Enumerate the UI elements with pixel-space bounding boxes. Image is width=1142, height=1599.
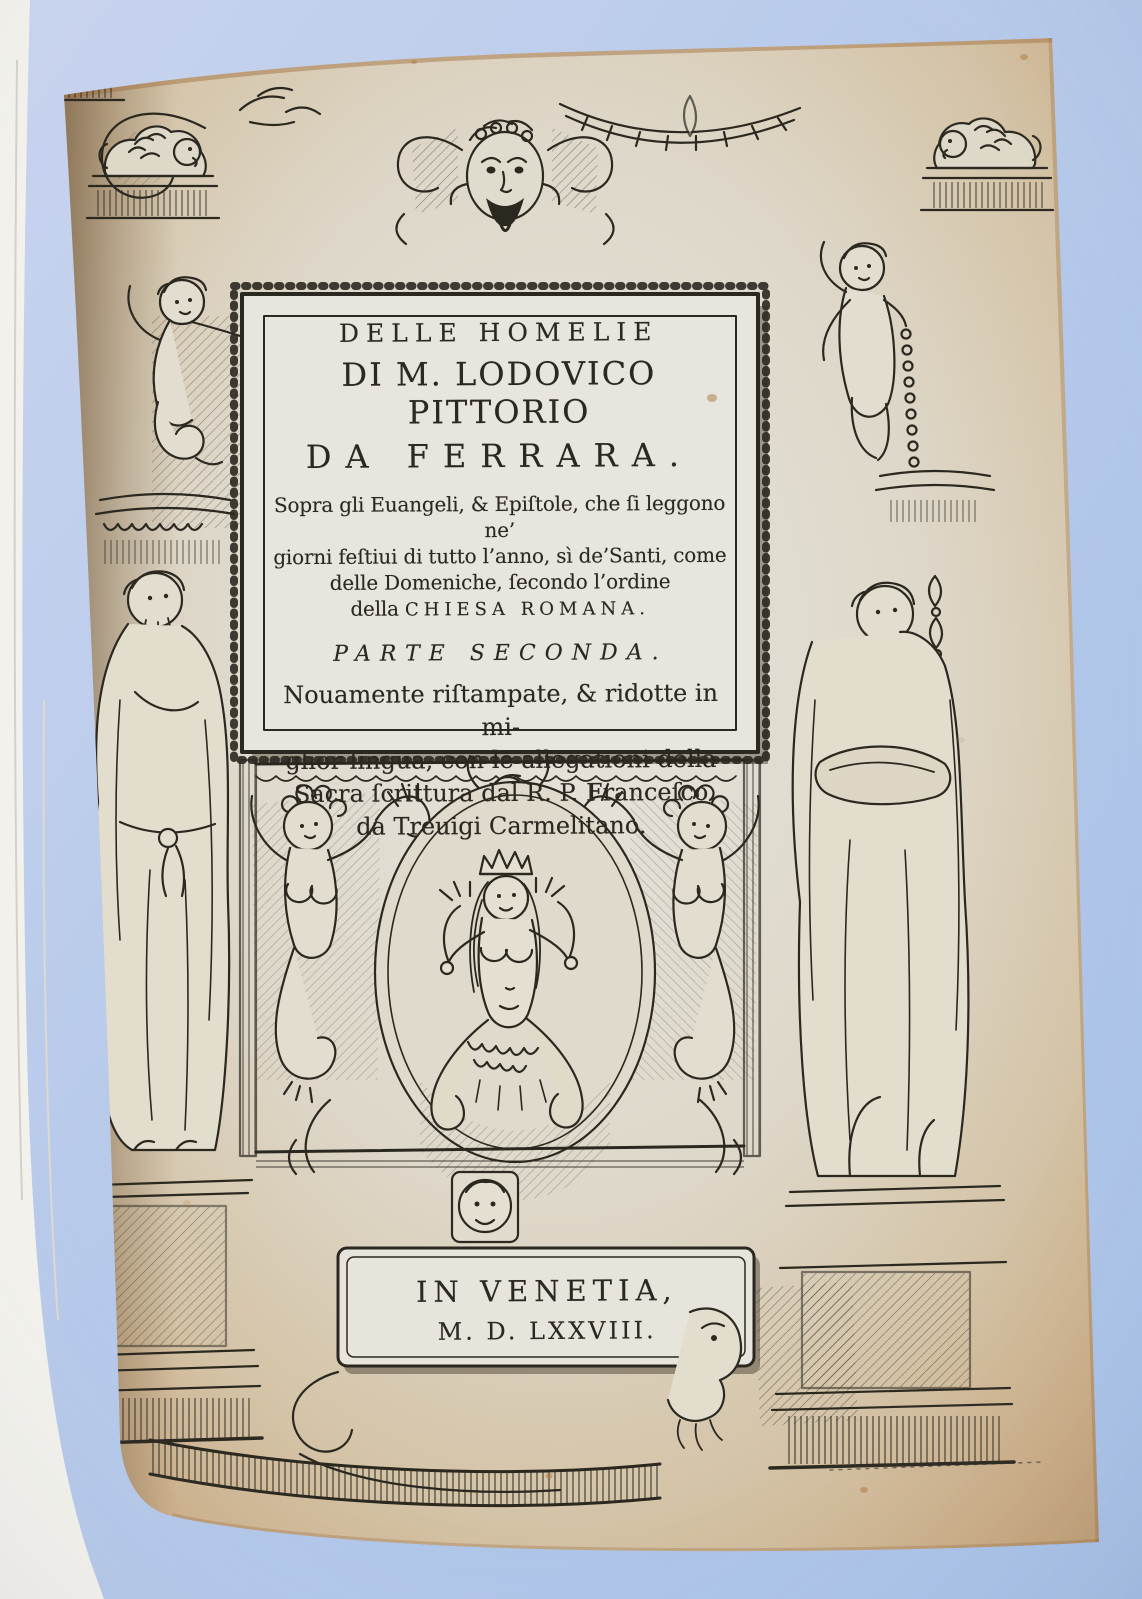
subtitle-line: giorni feſtiui di tutto l’anno, sì de’Santi, come (273, 542, 727, 570)
author-title-line: DI M. LODOVICO PITTORIO (341, 354, 657, 432)
author-place-line: DA FERRARA. (305, 435, 694, 477)
edition-line: Sacra ſcrittura dal R. P. Franceſco (293, 777, 709, 809)
subtitle-block (264, 490, 737, 624)
imprint-text (352, 1273, 742, 1347)
subtitle-line: delle Domeniche, ſecondo l’ordine (329, 569, 671, 595)
imprint-place: IN VENETIA, (415, 1273, 678, 1309)
title-cartouche-text (263, 309, 738, 844)
subtitle-line-chiesa (264, 594, 736, 624)
chiesa-caps: CHIESA ROMANA. (404, 598, 650, 621)
edition-line: glior lingua, con le allegationi della (285, 744, 717, 776)
part-heading: PARTE SECONDA. (333, 640, 668, 667)
chiesa-prefix: della (350, 596, 405, 621)
series-title: DELLE HOMELIE (338, 317, 659, 348)
subtitle-line: Sopra gli Euangeli, & Epiſtole, che ſi leggono ne’ (273, 490, 726, 543)
imprint-date: M. D. LXXVIII. (437, 1316, 657, 1346)
edition-line: da Treuigi Carmelitano. (356, 811, 647, 841)
edition-line: Nouamente riſtampate, & ridotte in mi- (283, 678, 719, 742)
edition-statement (265, 677, 738, 844)
